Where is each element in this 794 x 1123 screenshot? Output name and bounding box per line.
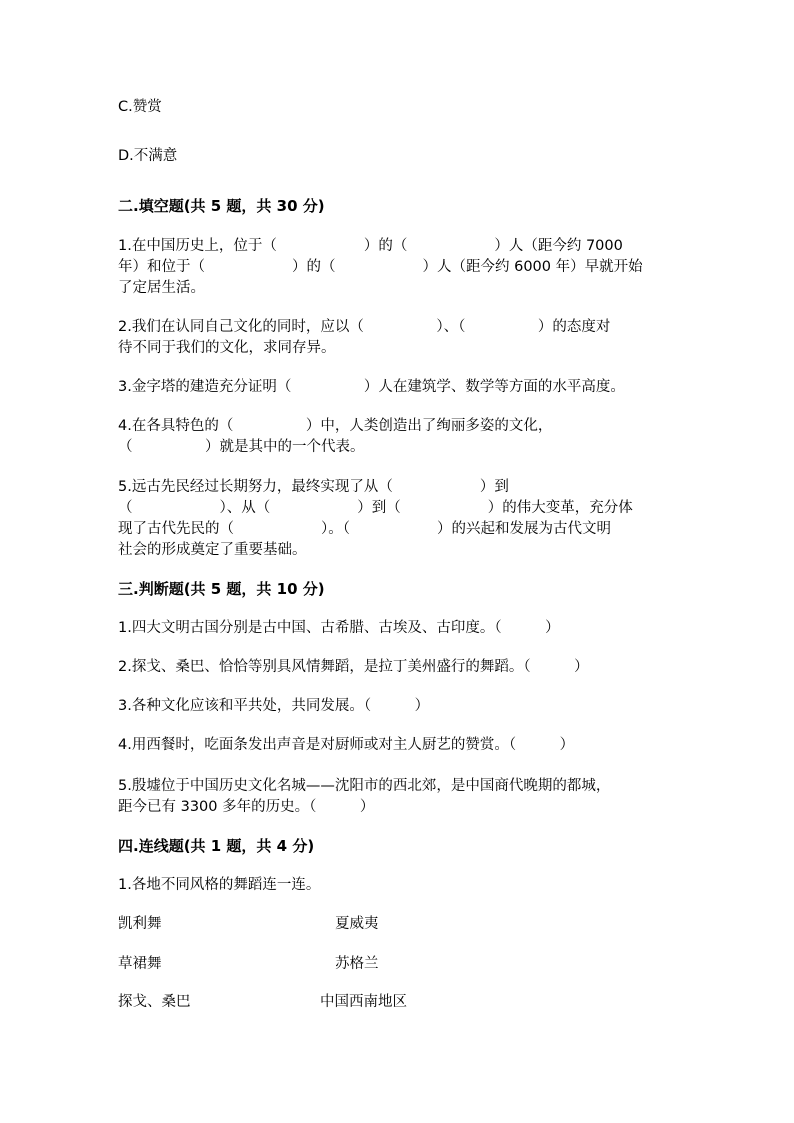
fill-q2-line1: 2.我们在认同自己文化的同时，应以（ ）、（ ）的态度对 bbox=[118, 319, 611, 335]
fill-q1-line1: 1.在中国历史上，位于（ ）的（ ）人（距今约 7000 bbox=[118, 238, 623, 254]
fill-q4-line1: 4.在各具特色的（ ）中，人类创造出了绚丽多姿的文化， bbox=[118, 418, 553, 434]
fill-q2-line2: 待不同于我们的文化，求同存异。 bbox=[118, 340, 336, 356]
section-title-fill-blank: 二.填空题(共 5 题，共 30 分) bbox=[118, 197, 325, 215]
tf-q1: 1.四大文明古国分别是古中国、古希腊、古埃及、古印度。（ ） bbox=[118, 620, 560, 636]
fill-q5-line3: 现了古代先民的（ ）。（ ）的兴起和发展为古代文明 bbox=[118, 521, 611, 537]
fill-q1-line3: 了定居生活。 bbox=[118, 280, 205, 296]
tf-q2: 2.探戈、桑巴、恰恰等别具风情舞蹈，是拉丁美州盛行的舞蹈。（ ） bbox=[118, 659, 589, 675]
option-c: C.赞赏 bbox=[118, 99, 162, 115]
match-right-item: 中国西南地区 bbox=[320, 994, 407, 1010]
tf-q5-line1: 5.殷墟位于中国历史文化名城——沈阳市的西北郊，是中国商代晚期的都城， bbox=[118, 778, 611, 794]
match-left-item: 凯利舞 bbox=[118, 916, 162, 932]
match-left-item: 探戈、桑巴 bbox=[118, 994, 191, 1010]
tf-q4: 4.用西餐时，吃面条发出声音是对厨师或对主人厨艺的赞赏。（ ） bbox=[118, 737, 575, 753]
fill-q5-line2: （ ）、从（ ）到（ ）的伟大变革，充分体 bbox=[118, 500, 633, 516]
option-d: D.不满意 bbox=[118, 148, 178, 164]
fill-q5-line1: 5.远古先民经过长期努力，最终实现了从（ ）到 bbox=[118, 479, 509, 495]
section-title-true-false: 三.判断题(共 5 题，共 10 分) bbox=[118, 580, 325, 598]
tf-q3: 3.各种文化应该和平共处，共同发展。（ ） bbox=[118, 698, 430, 714]
fill-q4-line2: （ ）就是其中的一个代表。 bbox=[118, 439, 365, 455]
section-title-matching: 四.连线题(共 1 题，共 4 分) bbox=[118, 837, 315, 855]
match-left-item: 草裙舞 bbox=[118, 956, 162, 972]
match-right-item: 夏威夷 bbox=[335, 916, 379, 932]
match-q1: 1.各地不同风格的舞蹈连一连。 bbox=[118, 877, 321, 893]
tf-q5-line2: 距今已有 3300 多年的历史。（ ） bbox=[118, 799, 375, 815]
fill-q1-line2: 年）和位于（ ）的（ ）人（距今约 6000 年）早就开始 bbox=[118, 259, 643, 275]
fill-q5-line4: 社会的形成奠定了重要基础。 bbox=[118, 542, 307, 558]
fill-q3-line1: 3.金字塔的建造充分证明（ ）人在建筑学、数学等方面的水平高度。 bbox=[118, 379, 625, 395]
match-right-item: 苏格兰 bbox=[335, 956, 379, 972]
